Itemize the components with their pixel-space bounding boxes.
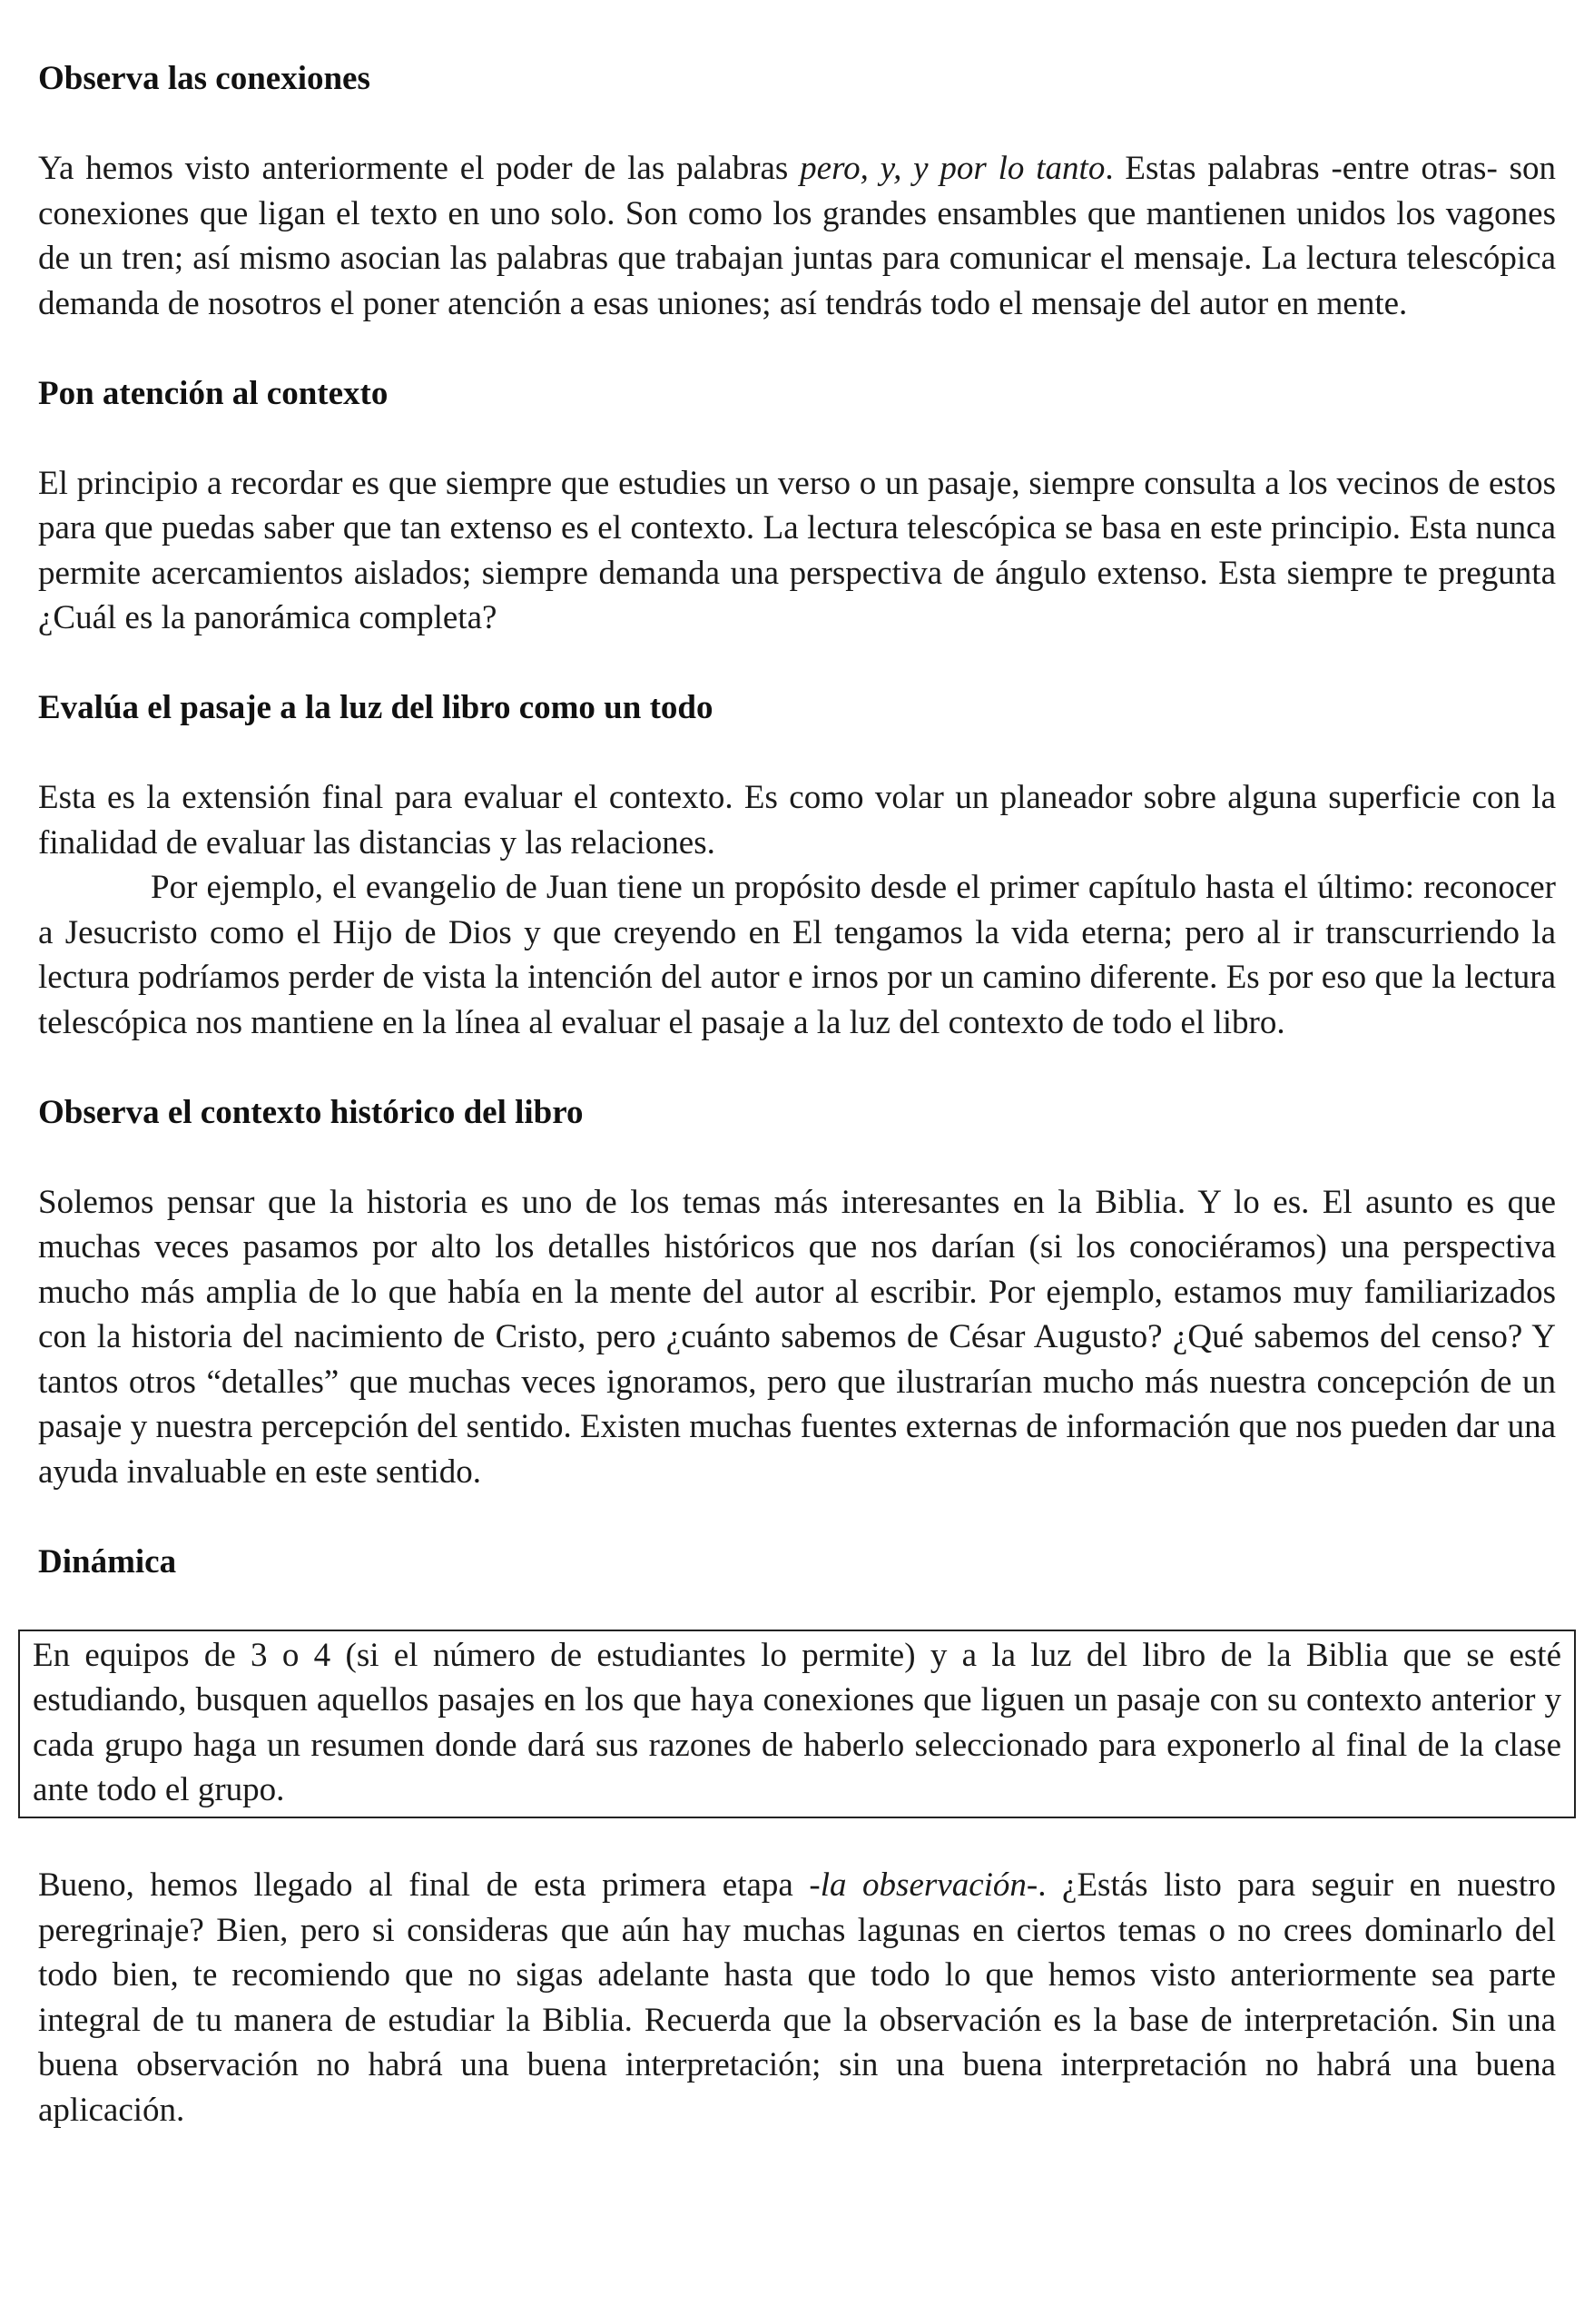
italic-text-run: -la observación- bbox=[809, 1866, 1038, 1904]
italic-text-run: pero, y, y por lo tanto bbox=[800, 150, 1106, 187]
paragraph: Por ejemplo, el evangelio de Juan tiene un propósito desde el primer capítulo hasta el último: reconocer a Jesucristo como el Hijo de Dios y que creyendo en El tengamos la vida eterna; pero al ir transcurriendo la lectura podríamos perder de vista la intención del autor e irnos por un camino diferente. Es por eso que la lectura telescópica nos mantiene en la línea al evaluar el pasaje a la luz del contexto de todo el libro. bbox=[38, 869, 1556, 1041]
section-whole-book bbox=[38, 685, 1556, 1045]
section-historical-context bbox=[38, 1090, 1556, 1495]
section-heading: Evalúa el pasaje a la luz del libro como un todo bbox=[38, 689, 713, 726]
paragraph: Esta es la extensión final para evaluar el contexto. Es como volar un planeador sobre alguna superficie con la finalidad de evaluar las distancias y las relaciones. bbox=[38, 779, 1556, 862]
paragraph bbox=[38, 146, 1556, 326]
paragraph: Solemos pensar que la historia es uno de los temas más interesantes en la Biblia. Y lo es. El asunto es que muchas veces pasamos por alto los detalles históricos que nos darían (si los conociéramos) una perspectiva mucho más amplia de lo que había en la mente del autor al escribir. Por ejemplo, estamos muy familiarizados con la historia del nacimiento de Cristo, pero ¿cuánto sabemos de César Augusto? ¿Qué sabemos del censo? Y tantos otros “detalles” que muchas veces ignoramos, pero que ilustrarían mucho más nuestra concepción de un pasaje y nuestra percepción del sentido. Existen muchas fuentes externas de información que nos pueden dar una ayuda invaluable en este sentido. bbox=[38, 1183, 1556, 1491]
activity-box bbox=[18, 1630, 1576, 1818]
section-heading: Observa el contexto histórico del libro bbox=[38, 1093, 584, 1131]
closing-paragraph bbox=[38, 1863, 1556, 2132]
section-connections bbox=[38, 56, 1556, 326]
section-heading: Pon atención al contexto bbox=[38, 374, 389, 412]
section-heading: Dinámica bbox=[38, 1542, 177, 1581]
text-run: . ¿Estás listo para seguir en nuestro peregrinaje? Bien, pero si consideras que aún hay muchas lagunas en ciertos temas o no crees dominarlo del todo bien, te recomiendo que no sigas adelante hasta que todo lo que hemos visto anteriormente sea parte integral de tu manera de estudiar la Biblia. Recuerda que la observación es la base de interpretación. Sin una buena observación no habrá una buena interpretación; sin una buena interpretación no habrá una buena aplicación. bbox=[38, 1866, 1556, 2129]
text-run: Bueno, hemos llegado al final de esta primera etapa bbox=[38, 1866, 810, 1904]
activity-text: En equipos de 3 o 4 (si el número de estudiantes lo permite) y a la luz del libro de la Biblia que se esté estudiando, busquen aquellos pasajes en los que haya conexiones que liguen un pasaje con su contexto anterior y cada grupo haga un resumen donde dará sus razones de haberlo seleccionado para exponerlo al final de la clase ante todo el grupo. bbox=[33, 1636, 1561, 1808]
paragraph: El principio a recordar es que siempre que estudies un verso o un pasaje, siempre consulta a los vecinos de estos para que puedas saber que tan extenso es el contexto. La lectura telescópica se basa en este principio. Esta nunca permite acercamientos aislados; siempre demanda una perspectiva de ángulo extenso. Esta siempre te pregunta ¿Cuál es la panorámica completa? bbox=[38, 464, 1556, 636]
text-run: . Estas palabras -entre otras- son conexiones que ligan el texto en uno solo. Son como los grandes ensambles que mantienen unidos los vagones de un tren; así mismo asocian las palabras que trabajan juntas para comunicar el mensaje. La lectura telescópica demanda de nosotros el poner atención a esas uniones; así tendrás todo el mensaje del autor en mente. bbox=[38, 150, 1557, 322]
section-heading: Observa las conexiones bbox=[38, 60, 370, 97]
section-dynamics bbox=[33, 1540, 1561, 1818]
section-context bbox=[38, 371, 1556, 641]
text-run: Ya hemos visto anteriormente el poder de las palabras bbox=[38, 150, 801, 187]
document-page bbox=[33, 56, 1561, 2132]
